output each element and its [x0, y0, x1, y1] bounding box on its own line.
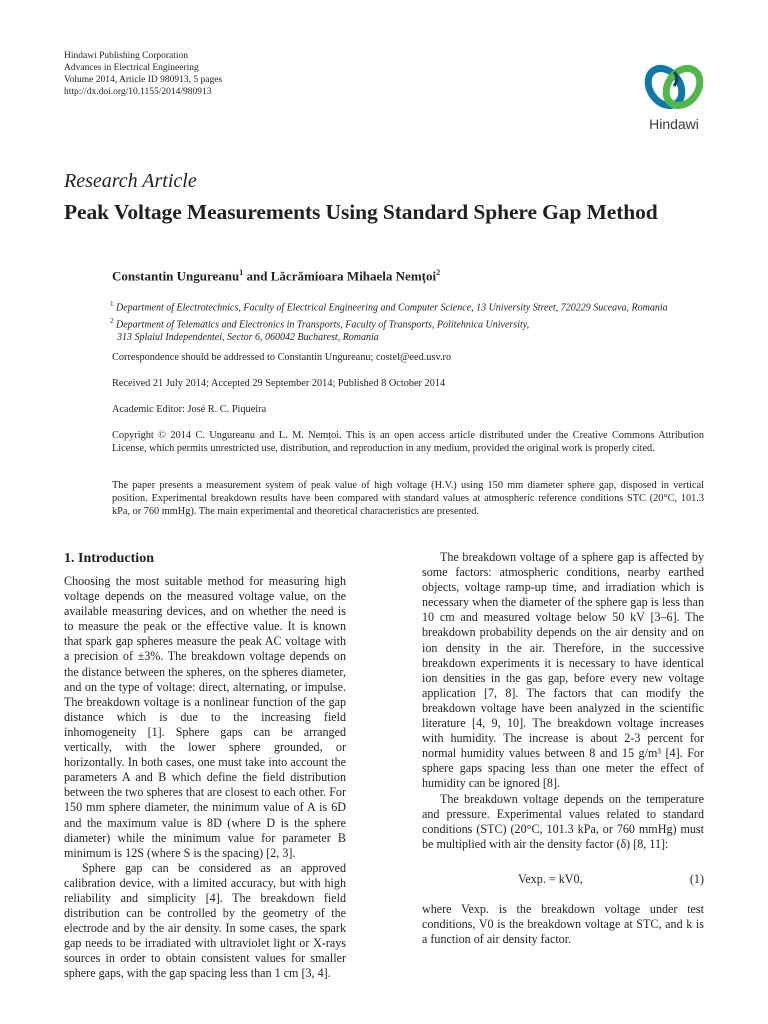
volume-info: Volume 2014, Article ID 980913, 5 pages	[64, 75, 223, 85]
affiliation-2-cont: 313 Splaiul Independentei, Sector 6, 060042 Bucharest, Romania	[117, 331, 379, 343]
paragraph: Choosing the most suitable method for measuring high voltage depends on the measured voltage value, on the available measuring devices, and on whether the need is to measure the peak or the effective value. It is known that spark gap spheres measure the peak AC voltage with a precision of ±3%. The breakdown voltage depends on the distance between the spheres, on the spheres diameter, and on the type of voltage: direct, alternating, or impulse. The breakdown voltage is a nonlinear function of the gap distance which is due to the increasing field inhomogeneity [1]. Sphere gaps can be arranged vertically, with the lower sphere grounded, or horizontally. In both cases, one must take into account the parameters A and B which define the field distribution between the two spheres that are closest to each other. For 150 mm sphere diameter, the minimum value of A is 6D and the maximum value is 8D (where D is the sphere diameter) while the minimum value for parameter B minimum is 12S (where S is the spacing) [2, 3].	[64, 574, 346, 860]
journal-name: Advances in Electrical Engineering	[64, 63, 199, 73]
copyright: Copyright © 2014 C. Ungureanu and L. M. Nemțoi. This is an open access article distributed under the Creative Commons Attribution License, which permits unrestricted use, distribution, and reproduction in any medium, provided the original work is properly cited.	[112, 430, 704, 454]
author-list	[112, 268, 440, 284]
article-type: Research Article	[64, 170, 197, 192]
equation-number: (1)	[689, 871, 704, 886]
paragraph: Sphere gap can be considered as an approved calibration device, with a limited accuracy, but with high reliability and simplicity [4]. The breakdown field distribution can be controlled by the geometry of the electrode and by the air density. In some cases, the spark gap needs to be irradiated with ultraviolet light or X-rays sources in order to obtain consistent values for smaller sphere gaps, with the gap spacing less than 1 cm [3, 4].	[64, 860, 346, 981]
equation: Vexp. = kV0,	[518, 871, 583, 886]
author-name: Lăcrămioara Mihaela Nemțoi	[270, 268, 437, 284]
author-join: and	[243, 268, 271, 284]
equation-block	[422, 858, 704, 898]
academic-editor: Academic Editor: José R. C. Piqueira	[112, 404, 267, 415]
correspondence: Correspondence should be addressed to Constantin Ungureanu; costel@eed.usv.ro	[112, 352, 452, 363]
affiliation-1	[110, 298, 710, 315]
dates: Received 21 July 2014; Accepted 29 September 2014; Published 8 October 2014	[112, 378, 446, 389]
abstract: The paper presents a measurement system of peak value of high voltage (H.V.) using 150 mm diameter sphere gap, disposed in vertical position. Experimental breakdown results have been compared with standard values at atmospheric reference conditions STC (20°C, 101.3 kPa, or 760 mmHg). The main experimental and theoretical characteristics are presented.	[112, 480, 704, 517]
affil-text: Department of Telematics and Electronics in Transports, Faculty of Transports, Politehnica University,	[116, 319, 530, 331]
logo-wordmark: Hindawi	[649, 116, 699, 132]
paragraph: where Vexp. is the breakdown voltage under test conditions, V0 is the breakdown voltage at STC, and k is a function of air density factor.	[422, 901, 704, 947]
publisher-info	[64, 50, 222, 98]
right-column	[422, 550, 704, 947]
author-affil-mark: 2	[436, 268, 441, 277]
paragraph: The breakdown voltage of a sphere gap is affected by some factors: atmospheric conditions, nearby earthed objects, voltage ramp-up time, and irradiation which is necessary when the diameter of the sphere gap is less than 10 cm and measured voltage below 50 kV [3–6]. The breakdown probability depends on the air density and on ion density in the air. Therefore, in the successive breakdown experiments it is necessary to have identical ion densities in the gas gap, before every new voltage application [7, 8]. The factors that can modify the breakdown voltage have been analyzed in the scientific literature [4, 9, 10]. The breakdown voltage increases with humidity. The increase is about 2-3 percent for normal humidity values between 8 and 15 g/m³ [4]. For sphere gaps spacing less than one meter the effect of humidity can be ignored [8].	[422, 550, 704, 791]
affiliations	[110, 298, 710, 344]
article-title: Peak Voltage Measurements Using Standard Sphere Gap Method	[64, 200, 658, 224]
author-name: Constantin Ungureanu	[112, 268, 240, 284]
left-column	[64, 550, 346, 982]
paragraph: The breakdown voltage depends on the temperature and pressure. Experimental values related to standard conditions (STC) (20°C, 101.3 kPa, or 760 mmHg) must be multiplied with air the density factor (δ) [8, 11]:	[422, 791, 704, 851]
affil-mark: 2	[110, 316, 114, 325]
doi-link[interactable]: http://dx.doi.org/10.1155/2014/980913	[64, 87, 212, 97]
publisher-name: Hindawi Publishing Corporation	[64, 51, 189, 61]
author-affil-mark: 1	[239, 268, 244, 277]
affil-text: Department of Electrotechnics, Faculty of Electrical Engineering and Computer Science, 13 University Street, 720229 Suceava, Romania	[116, 302, 668, 314]
affiliation-2	[110, 315, 710, 332]
section-heading: 1. Introduction	[64, 551, 154, 566]
affil-mark: 1	[110, 300, 114, 308]
